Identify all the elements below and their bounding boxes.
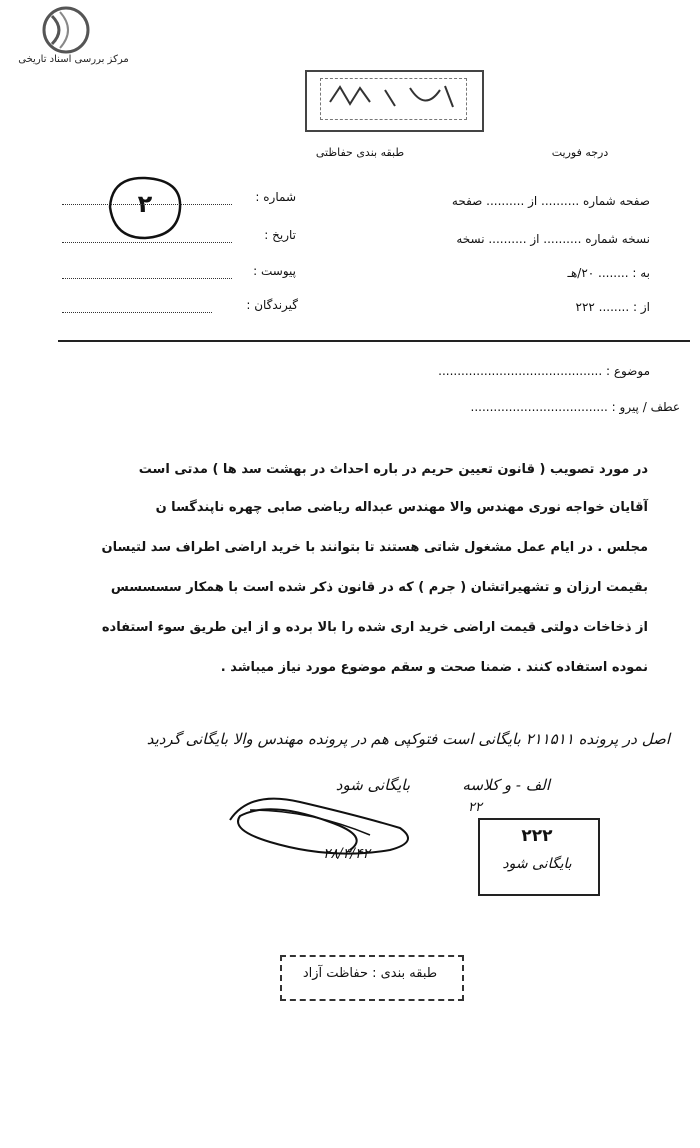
archive-logo xyxy=(0,0,150,80)
handwritten-22: ۲۲ xyxy=(468,800,482,815)
attachment-dots xyxy=(62,268,232,279)
copy-number-line: نسخه شماره .......... از .......... نسخه xyxy=(456,232,650,246)
attachment-label: پیوست : xyxy=(253,264,296,278)
date-label: تاریخ : xyxy=(264,228,296,242)
header-divider xyxy=(58,340,690,342)
signature-date: ۲۸/۳/۴۲ xyxy=(322,846,370,862)
recipients-label: گیرندگان : xyxy=(246,298,298,312)
header-stamp-scribble xyxy=(325,82,460,112)
page-number-line: صفحه شماره .......... از .......... صفحه xyxy=(451,194,650,208)
logo-caption: مرکز بررسی اسناد تاریخی xyxy=(18,54,129,65)
body-line: آقایان خواجه نوری مهندس والا مهندس عبداله ریاضی صابی چهره ناپندگسا ن xyxy=(155,500,648,515)
filing-stamp-text: بایگانی شود xyxy=(502,856,572,872)
filing-stamp-number: ۲۲۲ xyxy=(521,826,553,846)
reference-line: عطف / پیرو : .................................... xyxy=(470,400,680,414)
priority-label: درجه فوریت xyxy=(551,146,609,159)
recipients-dots xyxy=(62,302,212,313)
archive-logo-icon xyxy=(0,0,150,80)
body-line: از ذخاخات دولتی قیمت اراضی خرید اری شده را بالا برده و از این طریق سوء استفاده xyxy=(101,620,648,635)
from-line: از : ........ ۲۲۲ xyxy=(575,300,650,314)
handwritten-note-line2: بایگانی شود xyxy=(335,776,410,794)
handwritten-note-line2b: الف - و کلاسه xyxy=(462,776,550,794)
number-dots xyxy=(62,194,232,205)
classification-label: طبقه بندی حفاظتی xyxy=(315,146,405,159)
body-line: بقیمت ارزان و تشهیراتشان ( جرم ) که در قانون ذکر شده است با همکار سسسسس xyxy=(110,580,648,595)
date-dots xyxy=(62,232,232,243)
classification-stamp-text: طبقه بندی : حفاظت آزاد xyxy=(302,966,438,981)
to-line: به : ........ ۲۰/هـ xyxy=(567,266,650,280)
number-label: شماره : xyxy=(255,190,296,204)
circled-number: ۲ xyxy=(137,190,153,218)
body-line: در مورد تصویب ( قانون تعیین حریم در باره احداث در بهشت سد ها ) مدتی است xyxy=(138,462,648,477)
handwritten-note-line1: اصل در پرونده ۲۱۱۵۱۱ بایگانی است فتوکپی هم در پرونده مهندس والا بایگانی گردید xyxy=(146,730,670,748)
signature-mark xyxy=(210,780,425,880)
body-line: نموده استفاده کنند . ضمنا صحت و سقم موضوع مورد نیاز میباشد . xyxy=(220,660,648,675)
subject-line: موضوع : ........................................... xyxy=(438,364,650,378)
body-line: مجلس . در ایام عمل مشغول شاتی هستند تا بتوانند با خرید اراضی اطراف سد لتیسان xyxy=(101,540,648,555)
